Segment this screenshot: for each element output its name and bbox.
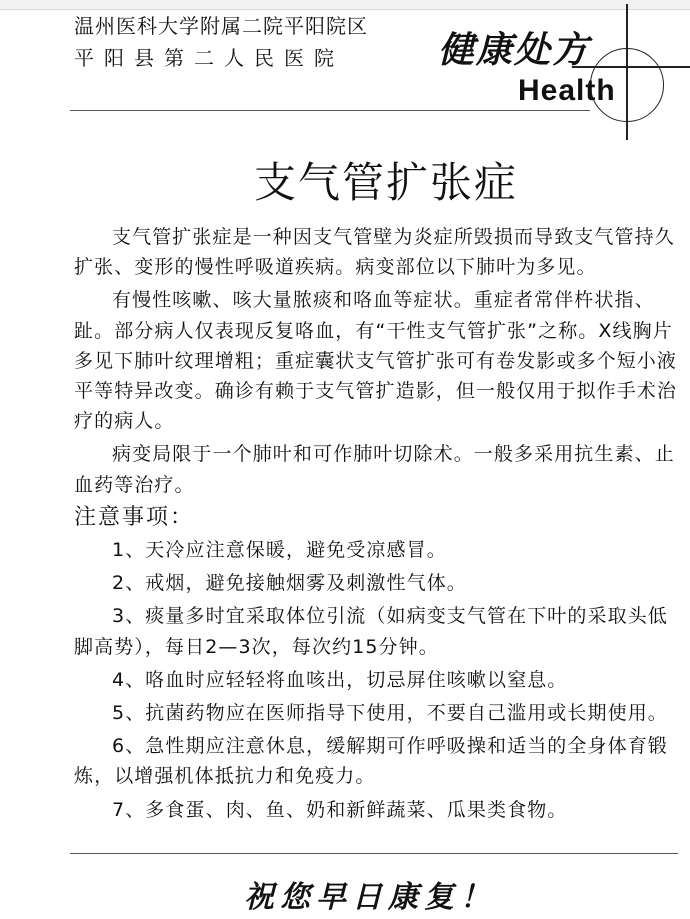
top-strip	[0, 0, 690, 10]
notice-item-5: 5、抗菌药物应在医师指导下使用，不要自己滥用或长期使用。	[112, 702, 668, 725]
notice-item-7: 7、多食蛋、肉、鱼、奶和新鲜蔬菜、瓜果类食物。	[112, 798, 568, 821]
notice-item-4: 4、咯血时应轻轻将血咳出，切忌屏住咳嗽以窒息。	[112, 668, 568, 691]
notice-item-1: 1、天冷应注意保暖，避免受凉感冒。	[112, 539, 447, 562]
footer-divider	[70, 853, 678, 854]
article-body	[74, 222, 684, 828]
page-title: 支气管扩张症	[253, 158, 518, 207]
decorative-vertical-line	[626, 4, 628, 140]
intro-paragraph: 支气管扩张症是一种因支气管壁为炎症所毁损而导致支气管持久扩张、变形的慢性呼吸道疾病。病变部位以下肺叶为多见。	[74, 226, 675, 279]
closing-wish: 祝您早日康复！	[244, 880, 496, 915]
symptoms-paragraph: 有慢性咳嗽、咳大量脓痰和咯血等症状。重症者常伴杵状指、趾。部分病人仅表现反复咯血，有“干性支气管扩张”之称。X线胸片多见下肺叶纹理增粗；重症囊状支气管扩张可有卷发影或多个短小液平等特异改变。确诊有赖于支气管扩造影，但一般仅用于拟作手术治疗的病人。	[74, 289, 678, 433]
notice-item-3: 3、痰量多时宜采取体位引流（如病变支气管在下叶的采取头低脚高势），每日2—3次，每次约15分钟。	[74, 605, 668, 658]
header-divider	[70, 110, 590, 111]
notice-heading: 注意事项：	[74, 504, 195, 530]
health-label: Health	[518, 74, 616, 107]
notice-item-2: 2、戒烟，避免接触烟雾及刺激性气体。	[112, 572, 467, 595]
hospital-name-line2: 平阳县第二人民医院	[74, 46, 344, 70]
health-prescription-label: 健康处方	[438, 29, 591, 71]
notice-item-6: 6、急性期应注意休息，缓解期可作呼吸操和适当的全身体育锻炼，以增强机体抵抗力和免疫力。	[74, 735, 668, 788]
treatment-paragraph: 病变局限于一个肺叶和可作肺叶切除术。一般多采用抗生素、止血药等治疗。	[74, 443, 675, 496]
hospital-name-line1: 温州医科大学附属二院平阳院区	[74, 14, 368, 38]
